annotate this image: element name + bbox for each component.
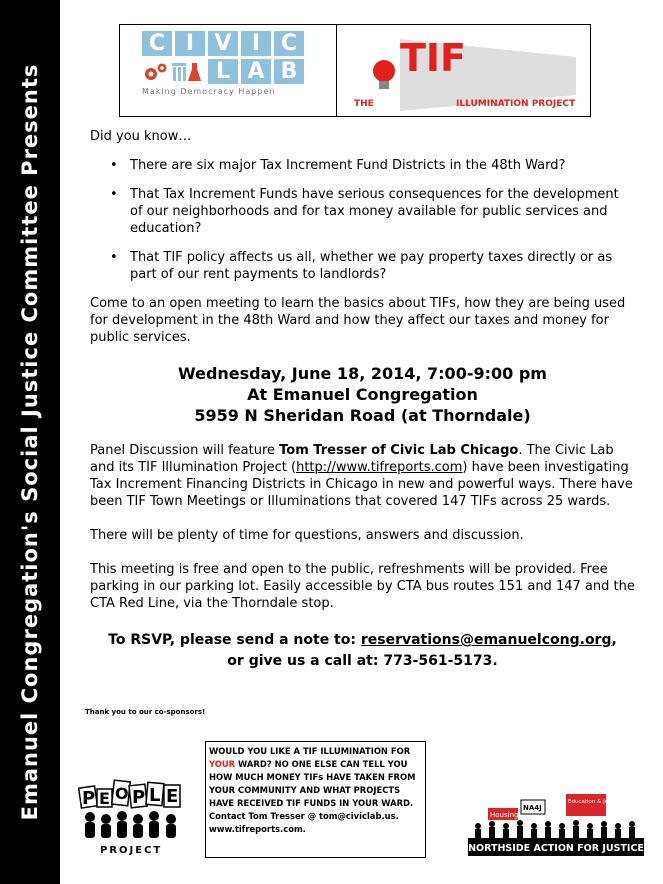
rsvp-phone: or give us a call at: 773-561-5173. [227,653,498,669]
civic-letter: C [274,31,304,56]
promo-your: YOUR [209,759,236,769]
tifreports-link[interactable]: http://www.tifreports.com [296,460,463,475]
event-details [90,363,635,426]
bullet-item: • That Tax Increment Funds have serious consequences for the development of our neighborhoods and for tax money available for public services and education? [90,186,635,237]
invite-text: Come to an open meeting to learn the basics about TIFs, how they are being used for development in the 48th Ward and how they affect our taxes and money for public services. [90,296,626,345]
panel-text: Panel Discussion will feature Tom Tresser of Civic Lab Chicago. The Civic Lab and its TIF Illumination Project (http://www.tifreports.com) have been investigating Tax Increment Financing Districts in Chicago in new and powerful ways. There have been TIF Town Meetings or Illuminations that covered 147 TIFs across 25 wards. [90,443,633,509]
tif-the: THE [354,99,374,109]
civic-lab-logo [142,31,317,96]
intro-text: Did you know… [90,129,192,144]
civic-letter: I [175,31,205,56]
event-venue: At Emanuel Congregation [247,385,478,404]
svg-text:P: P [82,788,96,809]
gear-flask-icon [142,59,172,84]
cosponsors-heading: Thank you to our co-sponsors! [85,708,206,716]
tif-word: TIF [400,36,467,80]
logistics-text: This meeting is free and open to the public, refreshments will be provided. Free parking in our parking lot. Easily accessible by CTA bus routes 151 and 147 and the CTA Red Line, via the Thorndale stop. [90,562,635,611]
civic-letter: V [208,31,238,56]
tif-project-name: ILLUMINATION PROJECT [456,99,576,109]
svg-text:E: E [166,786,179,807]
sidebar-title: Emanuel Congregation's Social Justice Committee Presents [18,63,42,821]
civic-letter: A [241,59,271,84]
naj-logo [466,792,646,858]
event-address: 5959 N Sheridan Road (at Thorndale) [194,406,531,425]
bullet-item: • That TIF policy affects us all, whether we pay property taxes directly or as part of our rent payments to landlords? [90,249,635,283]
rsvp-email-link[interactable]: reservations@emanuelcong.org [360,632,612,648]
svg-text:Housing: Housing [490,811,519,819]
svg-text:E: E [99,789,110,808]
logo-banner [119,24,591,117]
svg-text:NORTHSIDE ACTION FOR JUSTICE: NORTHSIDE ACTION FOR JUSTICE [468,843,644,854]
civic-letter: I [241,31,271,56]
civic-letter: C [142,31,172,56]
rsvp-block: To RSVP, please send a note to: reservations@emanuelcong.org, or give us a call at: 773-561-5173. [90,630,635,672]
logo-divider [336,25,337,116]
event-date: Wednesday, June 18, 2014, 7:00-9:00 pm [178,364,547,383]
civic-letter: B [274,59,304,84]
sidebar-banner [0,0,60,884]
svg-text:P: P [132,787,146,808]
flyer-body [90,128,635,672]
svg-text:O: O [115,784,129,803]
civic-letter: L [208,59,238,84]
svg-text:L: L [149,785,161,806]
lightbulb-icon [373,60,395,82]
tif-illumination-logo [340,25,590,116]
bullet-item: • There are six major Tax Increment Fund Districts in the 48th Ward? [90,157,635,174]
civic-tagline: Making Democracy Happen [142,87,276,96]
bullet-list [90,157,635,283]
svg-text:NA4J: NA4J [523,804,542,812]
svg-text:Education & Jobs: Education & Jobs [568,799,615,805]
svg-text:PROJECT: PROJECT [100,845,163,856]
people-project-logo [78,773,186,857]
tif-promo-box: WOULD YOU LIKE A TIF ILLUMINATION FOR YOUR WARD? NO ONE ELSE CAN TELL YOU HOW MUCH MONEY TIFs HAVE TAKEN FROM YOUR COMMUNITY AND WHAT PROJECTS HAVE RECEIVED TIF FUNDS IN YOUR WARD. Contact Tom Tresser @ tom@civiclab.us. www.tifreports.com. [205,741,426,858]
questions-text: There will be plenty of time for questions, answers and discussion. [90,528,524,543]
speaker-name: Tom Tresser of Civic Lab Chicago [279,443,519,458]
